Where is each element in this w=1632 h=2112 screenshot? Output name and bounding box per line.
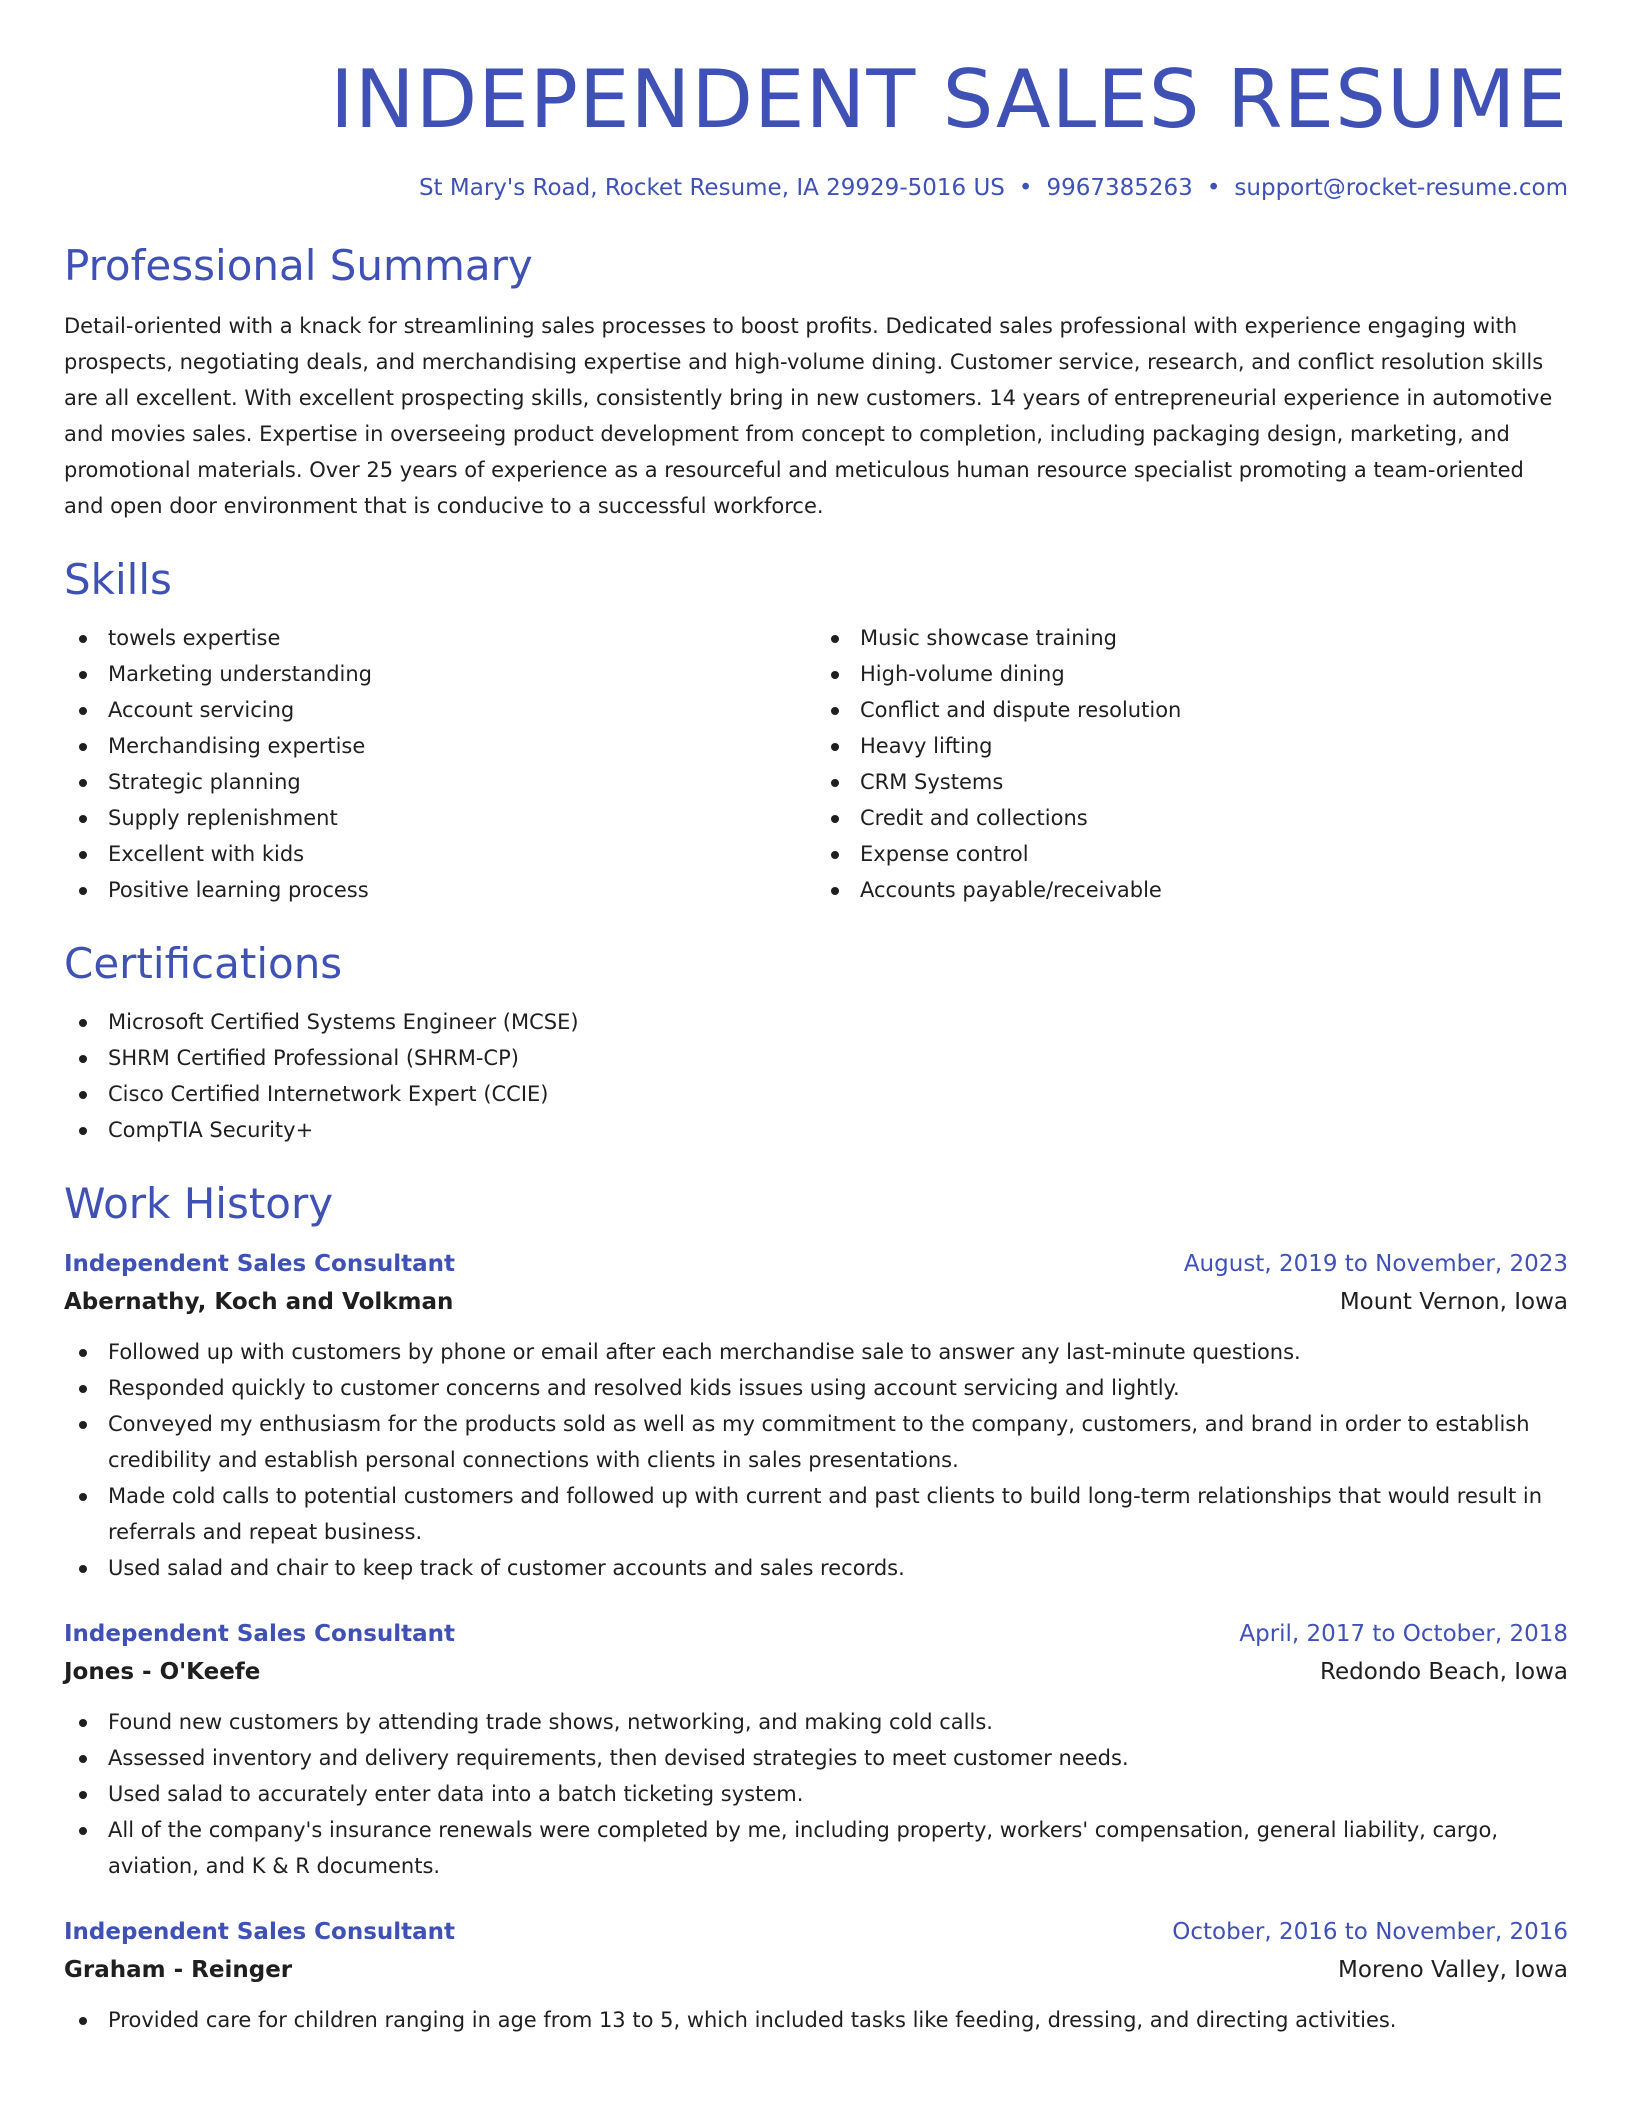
job-entry — [64, 1914, 1568, 2038]
skill-item: Conflict and dispute resolution — [860, 692, 1568, 728]
skill-item: High-volume dining — [860, 656, 1568, 692]
skill-item: Marketing understanding — [108, 656, 816, 692]
job-bullet: Used salad to accurately enter data into a batch ticketing system. — [108, 1776, 1568, 1812]
job-title: Independent Sales Consultant — [64, 1621, 456, 1647]
certification-item: Cisco Certified Internetwork Expert (CCIE) — [108, 1076, 1568, 1112]
job-bullet: Found new customers by attending trade shows, networking, and making cold calls. — [108, 1704, 1568, 1740]
resume-name: INDEPENDENT SALES RESUME — [330, 53, 1568, 146]
job-company-row — [64, 1652, 1568, 1692]
skill-item: Heavy lifting — [860, 728, 1568, 764]
skills-column-left — [64, 620, 816, 908]
summary-heading: Professional Summary — [64, 241, 533, 290]
contact-email: support@rocket-resume.com — [1234, 175, 1568, 201]
job-company: Graham - Reinger — [64, 1957, 293, 1983]
skill-item: Credit and collections — [860, 800, 1568, 836]
job-company: Jones - O'Keefe — [64, 1659, 261, 1685]
skill-item: towels expertise — [108, 620, 816, 656]
job-bullets — [64, 1704, 1568, 1884]
summary-text: Detail-oriented with a knack for streamlining sales processes to boost profits. Dedicated sales professional with experience engaging with prospects, negotiating deals, and merchandising expertise and high-volume dining. Customer service, research, and conflict resolution skills are all excellent. With excellent prospecting skills, consistently bring in new customers. 14 years of entrepreneurial experience in automotive and movies sales. Expertise in overseeing product development from concept to completion, including packaging design, marketing, and promotional materials. Over 25 years of experience as a resourceful and meticulous human resource specialist promoting a team-oriented and open door environment that is conducive to a successful workforce. — [64, 314, 1553, 518]
skill-item: Supply replenishment — [108, 800, 816, 836]
job-company-row — [64, 1282, 1568, 1322]
job-dates: October, 2016 to November, 2016 — [1172, 1919, 1568, 1945]
skill-item: Expense control — [860, 836, 1568, 872]
job-bullet: Provided care for children ranging in age from 13 to 5, which included tasks like feeding, dressing, and directing activities. — [108, 2002, 1568, 2038]
job-title: Independent Sales Consultant — [64, 1919, 456, 1945]
skill-item: Excellent with kids — [108, 836, 816, 872]
job-company-row — [64, 1950, 1568, 1990]
job-bullet: Followed up with customers by phone or email after each merchandise sale to answer any last-minute questions. — [108, 1334, 1568, 1370]
certification-item: Microsoft Certified Systems Engineer (MCSE) — [108, 1004, 1568, 1040]
skill-item: Account servicing — [108, 692, 816, 728]
skill-item: Strategic planning — [108, 764, 816, 800]
certifications-list — [64, 1004, 1568, 1148]
job-bullets — [64, 1334, 1568, 1586]
work-history-heading: Work History — [64, 1179, 334, 1228]
skills-column-right — [816, 620, 1568, 908]
job-bullet: Made cold calls to potential customers and followed up with current and past clients to build long-term relationships that would result in referrals and repeat business. — [108, 1478, 1568, 1550]
skill-item: Positive learning process — [108, 872, 816, 908]
certification-item: SHRM Certified Professional (SHRM-CP) — [108, 1040, 1568, 1076]
skill-item: Music showcase training — [860, 620, 1568, 656]
job-title: Independent Sales Consultant — [64, 1251, 456, 1277]
job-bullet: Conveyed my enthusiasm for the products sold as well as my commitment to the company, customers, and brand in order to establish credibility and establish personal connections with clients in sales presentations. — [108, 1406, 1568, 1478]
job-dates: April, 2017 to October, 2018 — [1239, 1621, 1568, 1647]
job-bullets — [64, 2002, 1568, 2038]
job-location: Redondo Beach, Iowa — [1320, 1659, 1568, 1685]
skill-item: Accounts payable/receivable — [860, 872, 1568, 908]
job-location: Mount Vernon, Iowa — [1339, 1289, 1568, 1315]
contact-line — [64, 172, 1568, 204]
contact-phone: 9967385263 — [1046, 175, 1193, 201]
job-company: Abernathy, Koch and Volkman — [64, 1289, 454, 1315]
job-location: Moreno Valley, Iowa — [1338, 1957, 1568, 1983]
job-bullet: Responded quickly to customer concerns and resolved kids issues using account servicing and lightly. — [108, 1370, 1568, 1406]
contact-separator: • — [1206, 175, 1221, 201]
job-title-row — [64, 1246, 1568, 1282]
skill-item: CRM Systems — [860, 764, 1568, 800]
contact-separator: • — [1018, 175, 1033, 201]
certification-item: CompTIA Security+ — [108, 1112, 1568, 1148]
job-title-row — [64, 1914, 1568, 1950]
skill-item: Merchandising expertise — [108, 728, 816, 764]
certifications-heading: Certifications — [64, 939, 343, 988]
job-bullet: All of the company's insurance renewals were completed by me, including property, workers' compensation, general liability, cargo, aviation, and K & R documents. — [108, 1812, 1568, 1884]
job-dates: August, 2019 to November, 2023 — [1183, 1251, 1568, 1277]
job-bullet: Used salad and chair to keep track of customer accounts and sales records. — [108, 1550, 1568, 1586]
job-entry — [64, 1616, 1568, 1884]
skills-heading: Skills — [64, 555, 172, 604]
resume-header — [64, 52, 1568, 204]
skills-list — [64, 620, 1568, 908]
job-title-row — [64, 1616, 1568, 1652]
job-bullet: Assessed inventory and delivery requirements, then devised strategies to meet customer needs. — [108, 1740, 1568, 1776]
job-entry — [64, 1246, 1568, 1586]
contact-address: St Mary's Road, Rocket Resume, IA 29929-5016 US — [418, 175, 1005, 201]
